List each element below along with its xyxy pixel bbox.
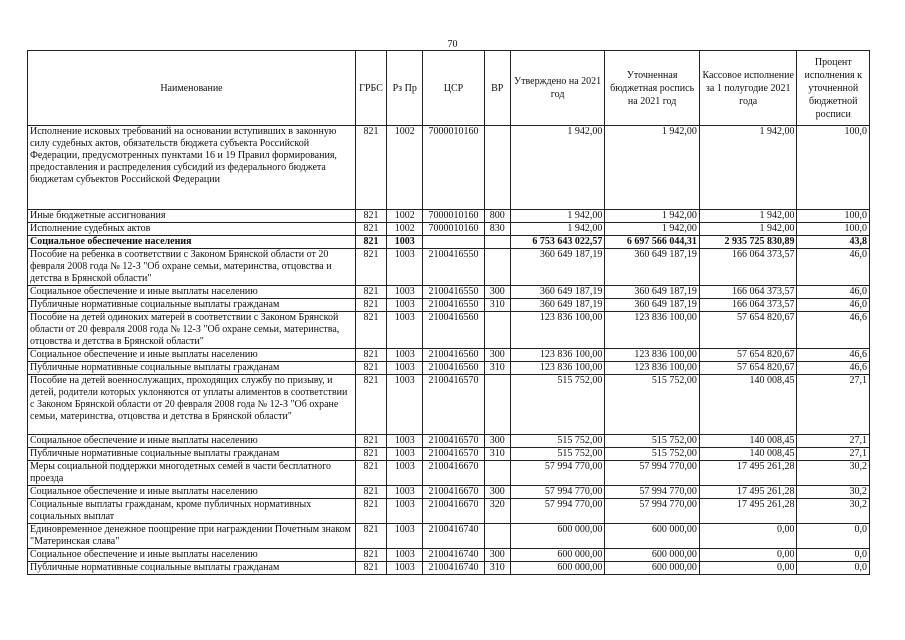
cell-specified: 515 752,00 — [605, 435, 700, 448]
cell-approved: 123 836 100,00 — [510, 362, 605, 375]
cell-grbs: 821 — [355, 562, 386, 575]
cell-name: Социальное обеспечение и иные выплаты населению — [28, 349, 356, 362]
cell-approved: 6 753 643 022,57 — [510, 236, 605, 249]
cell-approved: 600 000,00 — [510, 549, 605, 562]
cell-vr: 830 — [484, 223, 510, 236]
cell-name: Пособие на детей военнослужащих, проходящих службу по призыву, и детей, родители которых уклоняются от уплаты алиментов в соответствии с Законом Брянской области от 20 февраля 2008 года № 12-З "Об охране семьи, материнства, отцовства и детства в Брянской области" — [28, 375, 356, 435]
table-row — [28, 126, 870, 210]
cell-percent: 43,8 — [797, 236, 870, 249]
table-body — [28, 126, 870, 575]
table-row — [28, 223, 870, 236]
cell-grbs: 821 — [355, 223, 386, 236]
cell-csr: 7000010160 — [423, 126, 484, 210]
cell-approved: 1 942,00 — [510, 223, 605, 236]
cell-vr — [484, 524, 510, 549]
cell-approved: 515 752,00 — [510, 448, 605, 461]
cell-specified: 360 649 187,19 — [605, 286, 700, 299]
cell-name: Социальное обеспечение и иные выплаты населению — [28, 486, 356, 499]
cell-specified: 515 752,00 — [605, 448, 700, 461]
cell-rzpr: 1003 — [387, 562, 423, 575]
table-row — [28, 562, 870, 575]
cell-name: Социальное обеспечение и иные выплаты населению — [28, 286, 356, 299]
cell-cash: 57 654 820,67 — [699, 362, 797, 375]
cell-percent: 46,0 — [797, 299, 870, 312]
cell-approved: 600 000,00 — [510, 562, 605, 575]
cell-approved: 1 942,00 — [510, 210, 605, 223]
table-row — [28, 286, 870, 299]
cell-rzpr: 1003 — [387, 299, 423, 312]
table-header-row — [28, 51, 870, 126]
cell-approved: 360 649 187,19 — [510, 299, 605, 312]
cell-grbs: 821 — [355, 549, 386, 562]
cell-specified: 600 000,00 — [605, 524, 700, 549]
cell-name: Социальные выплаты гражданам, кроме публичных нормативных социальных выплат — [28, 499, 356, 524]
cell-vr — [484, 249, 510, 286]
budget-execution-table — [27, 50, 870, 575]
cell-percent: 100,0 — [797, 223, 870, 236]
header-rzpr: Рз Пр — [387, 51, 423, 126]
cell-approved: 600 000,00 — [510, 524, 605, 549]
cell-specified: 123 836 100,00 — [605, 349, 700, 362]
cell-approved: 360 649 187,19 — [510, 286, 605, 299]
cell-approved: 57 994 770,00 — [510, 461, 605, 486]
cell-csr: 2100416550 — [423, 299, 484, 312]
cell-specified: 1 942,00 — [605, 126, 700, 210]
cell-grbs: 821 — [355, 286, 386, 299]
cell-csr: 2100416550 — [423, 249, 484, 286]
cell-percent: 27,1 — [797, 435, 870, 448]
cell-rzpr: 1003 — [387, 286, 423, 299]
cell-vr — [484, 126, 510, 210]
cell-approved: 57 994 770,00 — [510, 499, 605, 524]
header-specified: Уточненная бюджетная роспись на 2021 год — [605, 51, 700, 126]
cell-name: Социальное обеспечение населения — [28, 236, 356, 249]
cell-rzpr: 1003 — [387, 312, 423, 349]
cell-grbs: 821 — [355, 362, 386, 375]
cell-percent: 30,2 — [797, 486, 870, 499]
cell-name: Публичные нормативные социальные выплаты гражданам — [28, 448, 356, 461]
cell-cash: 17 495 261,28 — [699, 499, 797, 524]
cell-grbs: 821 — [355, 524, 386, 549]
cell-rzpr: 1003 — [387, 249, 423, 286]
cell-cash: 1 942,00 — [699, 126, 797, 210]
cell-vr — [484, 236, 510, 249]
cell-name: Публичные нормативные социальные выплаты гражданам — [28, 562, 356, 575]
cell-percent: 46,6 — [797, 312, 870, 349]
header-percent: Процент исполнения к уточненной бюджетной росписи — [797, 51, 870, 126]
table-row — [28, 249, 870, 286]
cell-vr: 310 — [484, 362, 510, 375]
cell-rzpr: 1003 — [387, 499, 423, 524]
table-row — [28, 549, 870, 562]
cell-percent: 46,6 — [797, 362, 870, 375]
table-row — [28, 299, 870, 312]
cell-csr: 2100416570 — [423, 435, 484, 448]
cell-vr — [484, 461, 510, 486]
cell-vr: 320 — [484, 499, 510, 524]
cell-rzpr: 1003 — [387, 524, 423, 549]
cell-name: Пособие на ребенка в соответствии с Законом Брянской области от 20 февраля 2008 года № 12-З "Об охране семьи, материнства, отцовства и детства в Брянской области" — [28, 249, 356, 286]
cell-rzpr: 1002 — [387, 126, 423, 210]
cell-cash: 0,00 — [699, 524, 797, 549]
cell-approved: 360 649 187,19 — [510, 249, 605, 286]
cell-rzpr: 1003 — [387, 448, 423, 461]
cell-name: Социальное обеспечение и иные выплаты населению — [28, 435, 356, 448]
cell-cash: 1 942,00 — [699, 210, 797, 223]
cell-percent: 46,6 — [797, 349, 870, 362]
table-row — [28, 448, 870, 461]
cell-cash: 0,00 — [699, 562, 797, 575]
header-grbs: ГРБС — [355, 51, 386, 126]
cell-specified: 600 000,00 — [605, 549, 700, 562]
cell-cash: 2 935 725 830,89 — [699, 236, 797, 249]
cell-vr: 310 — [484, 299, 510, 312]
cell-cash: 17 495 261,28 — [699, 486, 797, 499]
cell-rzpr: 1003 — [387, 375, 423, 435]
cell-csr: 7000010160 — [423, 223, 484, 236]
cell-csr: 7000010160 — [423, 210, 484, 223]
cell-vr: 300 — [484, 435, 510, 448]
cell-csr: 2100416550 — [423, 286, 484, 299]
cell-percent: 30,2 — [797, 461, 870, 486]
cell-name: Публичные нормативные социальные выплаты гражданам — [28, 299, 356, 312]
cell-specified: 515 752,00 — [605, 375, 700, 435]
cell-cash: 140 008,45 — [699, 448, 797, 461]
cell-cash: 57 654 820,67 — [699, 312, 797, 349]
header-approved: Утверждено на 2021 год — [510, 51, 605, 126]
cell-grbs: 821 — [355, 210, 386, 223]
cell-csr: 2100416740 — [423, 524, 484, 549]
cell-grbs: 821 — [355, 249, 386, 286]
cell-name: Пособие на детей одиноких матерей в соответствии с Законом Брянской области от 20 февраля 2008 года № 12-З "Об охране семьи, материнства, отцовства и детства в Брянской области" — [28, 312, 356, 349]
cell-rzpr: 1003 — [387, 362, 423, 375]
cell-grbs: 821 — [355, 236, 386, 249]
cell-rzpr: 1003 — [387, 549, 423, 562]
header-cash: Кассовое исполнение за 1 полугодие 2021 года — [699, 51, 797, 126]
table-row — [28, 486, 870, 499]
header-vr: ВР — [484, 51, 510, 126]
cell-csr: 2100416560 — [423, 312, 484, 349]
cell-vr: 300 — [484, 349, 510, 362]
cell-grbs: 821 — [355, 349, 386, 362]
cell-cash: 17 495 261,28 — [699, 461, 797, 486]
cell-percent: 46,0 — [797, 286, 870, 299]
cell-specified: 360 649 187,19 — [605, 299, 700, 312]
header-csr: ЦСР — [423, 51, 484, 126]
cell-cash: 166 064 373,57 — [699, 299, 797, 312]
cell-rzpr: 1003 — [387, 236, 423, 249]
cell-cash: 0,00 — [699, 549, 797, 562]
cell-approved: 123 836 100,00 — [510, 312, 605, 349]
cell-rzpr: 1002 — [387, 223, 423, 236]
cell-approved: 1 942,00 — [510, 126, 605, 210]
cell-rzpr: 1003 — [387, 435, 423, 448]
cell-grbs: 821 — [355, 312, 386, 349]
cell-vr — [484, 312, 510, 349]
cell-specified: 57 994 770,00 — [605, 486, 700, 499]
table-row — [28, 461, 870, 486]
cell-csr: 2100416740 — [423, 562, 484, 575]
cell-percent: 27,1 — [797, 375, 870, 435]
cell-grbs: 821 — [355, 435, 386, 448]
cell-specified: 360 649 187,19 — [605, 249, 700, 286]
table-row — [28, 349, 870, 362]
cell-cash: 166 064 373,57 — [699, 249, 797, 286]
cell-percent: 0,0 — [797, 562, 870, 575]
cell-name: Меры социальной поддержки многодетных семей в части бесплатного проезда — [28, 461, 356, 486]
cell-rzpr: 1003 — [387, 461, 423, 486]
cell-csr: 2100416570 — [423, 375, 484, 435]
cell-percent: 0,0 — [797, 524, 870, 549]
cell-csr: 2100416670 — [423, 486, 484, 499]
cell-specified: 1 942,00 — [605, 223, 700, 236]
cell-approved: 515 752,00 — [510, 435, 605, 448]
cell-approved: 515 752,00 — [510, 375, 605, 435]
cell-grbs: 821 — [355, 299, 386, 312]
table-row — [28, 524, 870, 549]
cell-cash: 140 008,45 — [699, 435, 797, 448]
cell-rzpr: 1002 — [387, 210, 423, 223]
cell-grbs: 821 — [355, 499, 386, 524]
cell-csr — [423, 236, 484, 249]
cell-cash: 140 008,45 — [699, 375, 797, 435]
cell-csr: 2100416670 — [423, 461, 484, 486]
cell-rzpr: 1003 — [387, 349, 423, 362]
cell-percent: 46,0 — [797, 249, 870, 286]
cell-percent: 27,1 — [797, 448, 870, 461]
cell-specified: 1 942,00 — [605, 210, 700, 223]
cell-csr: 2100416740 — [423, 549, 484, 562]
cell-approved: 123 836 100,00 — [510, 349, 605, 362]
cell-cash: 1 942,00 — [699, 223, 797, 236]
cell-cash: 166 064 373,57 — [699, 286, 797, 299]
cell-specified: 57 994 770,00 — [605, 499, 700, 524]
cell-cash: 57 654 820,67 — [699, 349, 797, 362]
cell-name: Исполнение судебных актов — [28, 223, 356, 236]
cell-vr: 800 — [484, 210, 510, 223]
table-row — [28, 435, 870, 448]
cell-vr: 300 — [484, 486, 510, 499]
table-row — [28, 210, 870, 223]
cell-csr: 2100416670 — [423, 499, 484, 524]
cell-vr: 300 — [484, 286, 510, 299]
cell-vr — [484, 375, 510, 435]
cell-grbs: 821 — [355, 448, 386, 461]
cell-name: Публичные нормативные социальные выплаты гражданам — [28, 362, 356, 375]
cell-vr: 300 — [484, 549, 510, 562]
cell-grbs: 821 — [355, 126, 386, 210]
page-number: 70 — [447, 39, 458, 50]
cell-specified: 57 994 770,00 — [605, 461, 700, 486]
cell-specified: 6 697 566 044,31 — [605, 236, 700, 249]
cell-vr: 310 — [484, 562, 510, 575]
cell-grbs: 821 — [355, 486, 386, 499]
cell-grbs: 821 — [355, 375, 386, 435]
cell-percent: 30,2 — [797, 499, 870, 524]
cell-percent: 100,0 — [797, 126, 870, 210]
cell-percent: 100,0 — [797, 210, 870, 223]
table-row — [28, 375, 870, 435]
table-row — [28, 312, 870, 349]
cell-name: Исполнение исковых требований на основании вступивших в законную силу судебных актов, обязательств бюджета субъекта Российской Федерации, предусмотренных пунктами 16 и 19 Правил формирования, предоставления и распределения субсидий из федерального бюджета бюджетам субъектов Российской Федерации — [28, 126, 356, 210]
cell-csr: 2100416570 — [423, 448, 484, 461]
cell-specified: 600 000,00 — [605, 562, 700, 575]
cell-specified: 123 836 100,00 — [605, 312, 700, 349]
cell-rzpr: 1003 — [387, 486, 423, 499]
cell-approved: 57 994 770,00 — [510, 486, 605, 499]
table-row — [28, 362, 870, 375]
cell-name: Иные бюджетные ассигнования — [28, 210, 356, 223]
table-row — [28, 499, 870, 524]
cell-csr: 2100416560 — [423, 349, 484, 362]
cell-name: Социальное обеспечение и иные выплаты населению — [28, 549, 356, 562]
table-row — [28, 236, 870, 249]
cell-grbs: 821 — [355, 461, 386, 486]
header-name: Наименование — [28, 51, 356, 126]
cell-vr: 310 — [484, 448, 510, 461]
cell-percent: 0,0 — [797, 549, 870, 562]
cell-specified: 123 836 100,00 — [605, 362, 700, 375]
cell-csr: 2100416560 — [423, 362, 484, 375]
cell-name: Единовременное денежное поощрение при награждении Почетным знаком "Материнская слава" — [28, 524, 356, 549]
